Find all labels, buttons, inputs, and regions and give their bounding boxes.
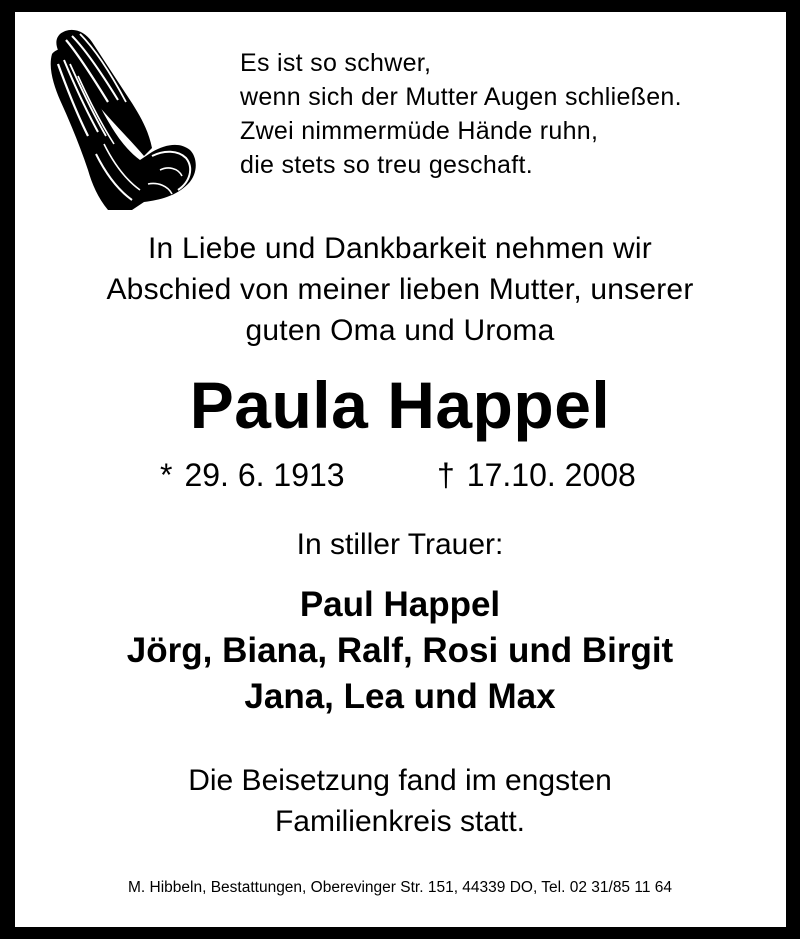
funeral-line: Die Beisetzung fand im engsten xyxy=(188,764,612,797)
intro-line: In Liebe und Dankbarkeit nehmen wir xyxy=(148,232,652,265)
funeral-line: Familienkreis statt. xyxy=(274,805,526,838)
birth-symbol: * xyxy=(160,457,173,493)
praying-hands-icon xyxy=(48,24,200,212)
poem-line: Es ist so schwer, xyxy=(240,49,432,77)
poem-line: wenn sich der Mutter Augen schließen. xyxy=(240,83,682,111)
intro-line: guten Oma und Uroma xyxy=(245,314,555,347)
family-line: Jana, Lea und Max xyxy=(244,677,556,716)
poem xyxy=(240,46,682,182)
funeral-notice xyxy=(0,760,800,842)
mourning-label: In stiller Trauer: xyxy=(296,528,504,561)
family-line: Jörg, Biana, Ralf, Rosi und Birgit xyxy=(126,631,674,670)
death-date-line xyxy=(437,455,636,495)
poem-line: die stets so treu geschaft. xyxy=(240,151,533,179)
undertaker-contact: M. Hibbeln, Bestattungen, Oberevinger Str. 151, 44339 DO, Tel. 02 31/85 11 64 xyxy=(128,879,672,896)
birth-date-line xyxy=(160,455,345,495)
death-date: 17.10. 2008 xyxy=(466,457,636,493)
family-line: Paul Happel xyxy=(299,585,501,624)
deceased-name: Paula Happel xyxy=(189,368,611,442)
birth-date: 29. 6. 1913 xyxy=(184,457,345,493)
intro-text xyxy=(0,228,800,351)
family-names xyxy=(0,582,800,720)
poem-line: Zwei nimmermüde Hände ruhn, xyxy=(240,117,599,145)
intro-line: Abschied von meiner lieben Mutter, unserer xyxy=(106,273,694,306)
death-symbol: † xyxy=(437,457,455,493)
